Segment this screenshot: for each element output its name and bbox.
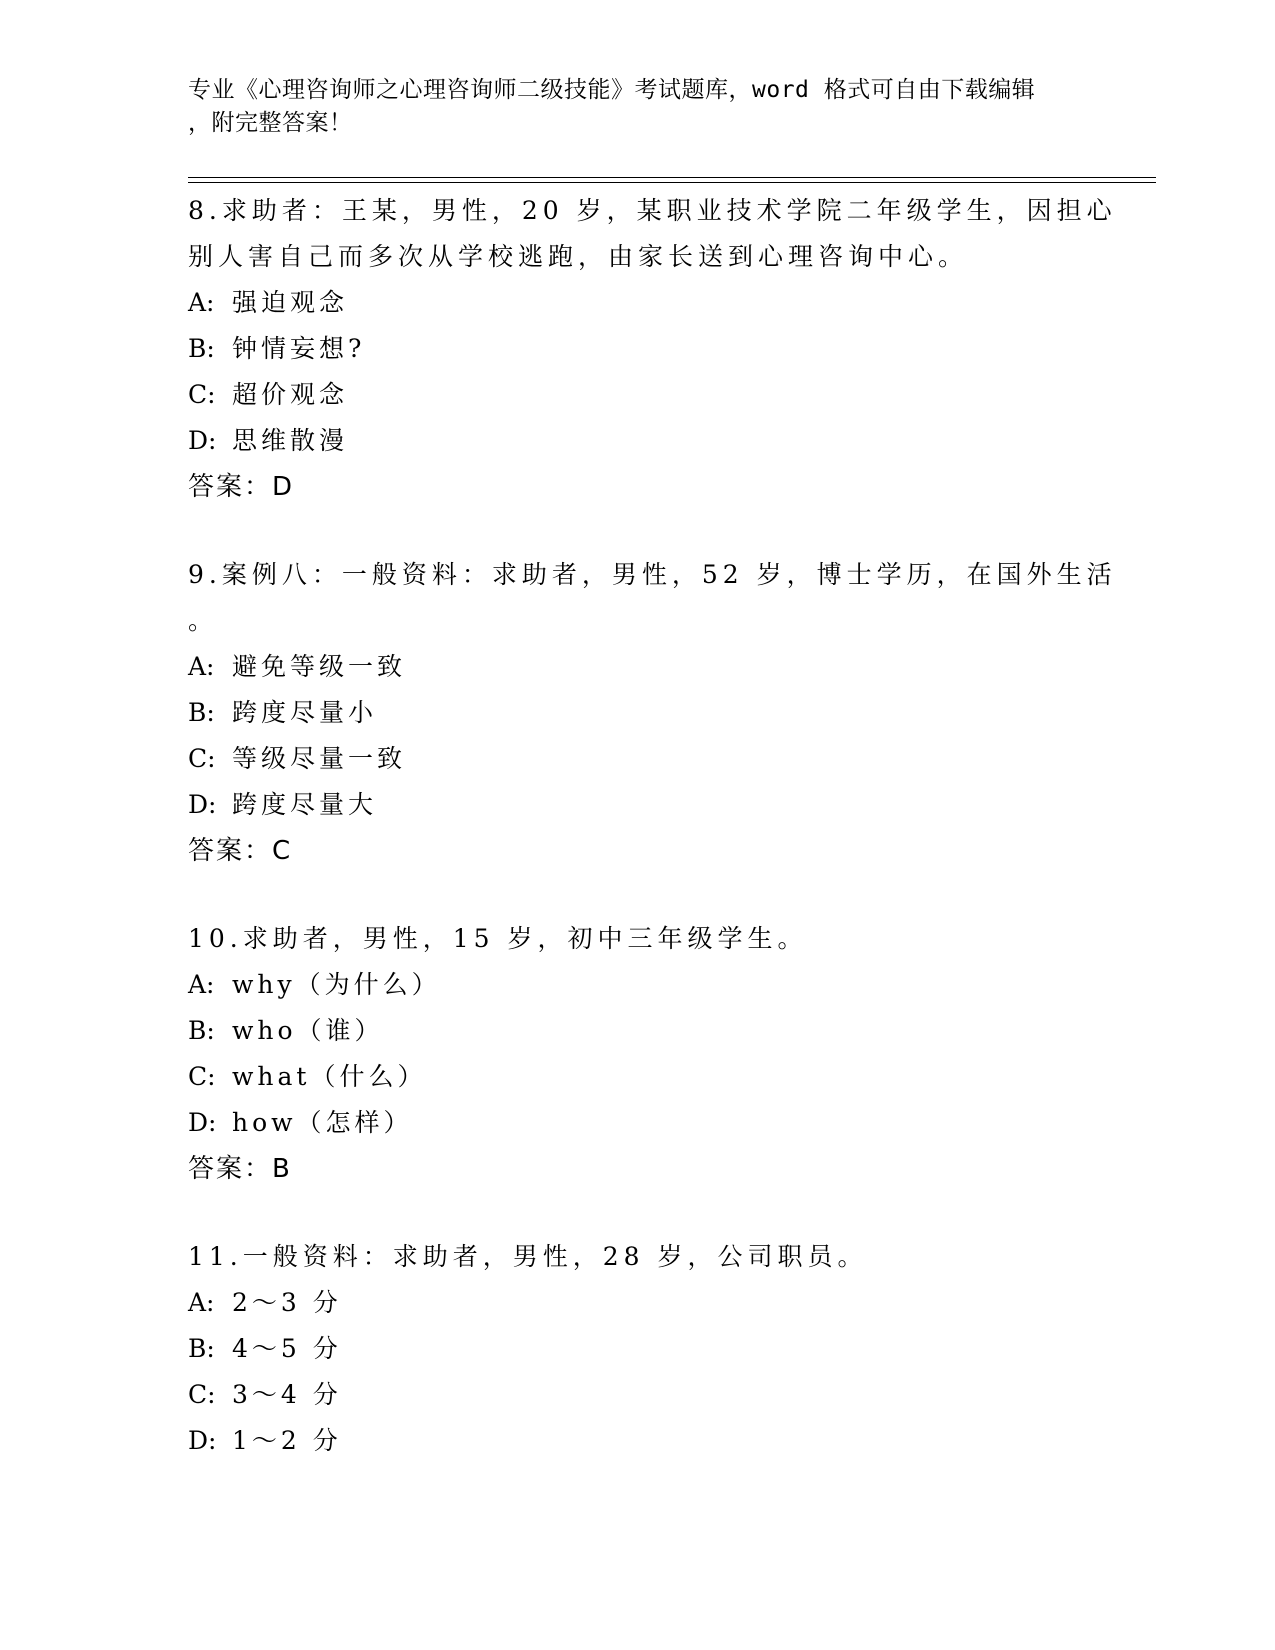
option-c [188, 736, 1088, 782]
question-stem-line: 11.一般资料：求助者，男性，28 岁，公司职员。 [188, 1242, 868, 1271]
question-stem [188, 916, 1088, 962]
option-key: A: [188, 652, 215, 681]
option-key: D: [188, 426, 217, 455]
option-key: D: [188, 1108, 217, 1137]
option-a [188, 644, 1088, 690]
question-stem [188, 552, 1117, 644]
option-key: B: [188, 698, 215, 727]
option-text: what（什么） [232, 1062, 427, 1091]
option-d [188, 782, 1088, 828]
option-a [188, 962, 1088, 1008]
question-stem-line: 别人害自己而多次从学校逃跑，由家长送到心理咨询中心。 [188, 242, 969, 271]
option-d [188, 1100, 1088, 1146]
question-10 [188, 916, 1088, 1192]
document-header [188, 74, 1068, 140]
option-text: 等级尽量一致 [232, 744, 407, 773]
option-d [188, 418, 1088, 464]
option-key: B: [188, 1016, 215, 1045]
question-stem-line: 。 [188, 606, 219, 635]
option-text: 跨度尽量小 [232, 698, 378, 727]
option-key: C: [188, 380, 216, 409]
header-divider-top [188, 177, 1156, 178]
answer-line: 答案：D [188, 472, 295, 502]
question-stem [188, 188, 1117, 280]
option-text: 2～3 分 [232, 1288, 342, 1317]
option-text: 强迫观念 [232, 288, 349, 317]
option-key: D: [188, 1426, 217, 1455]
option-a [188, 1280, 1088, 1326]
option-text: why（为什么） [232, 970, 441, 999]
header-line-2: ，附完整答案！ [188, 110, 353, 136]
option-d [188, 1418, 1088, 1464]
question-11 [188, 1234, 1088, 1464]
option-b [188, 326, 1088, 372]
option-key: A: [188, 1288, 215, 1317]
option-key: C: [188, 744, 216, 773]
option-a [188, 280, 1088, 326]
option-text: 钟情妄想? [232, 334, 366, 363]
option-text: how（怎样） [232, 1108, 413, 1137]
option-b [188, 690, 1088, 736]
question-9 [188, 552, 1117, 874]
option-text: 4～5 分 [232, 1334, 342, 1363]
option-key: C: [188, 1380, 216, 1409]
option-text: 超价观念 [232, 380, 349, 409]
question-stem [188, 1234, 1088, 1280]
option-key: B: [188, 334, 215, 363]
option-text: 跨度尽量大 [232, 790, 378, 819]
question-list [188, 188, 1117, 1506]
answer-line: 答案：B [188, 1154, 292, 1184]
option-text: 思维散漫 [232, 426, 349, 455]
option-text: 避免等级一致 [232, 652, 407, 681]
option-key: C: [188, 1062, 216, 1091]
question-stem-line: 10.求助者，男性，15 岁，初中三年级学生。 [188, 924, 808, 953]
question-8 [188, 188, 1117, 510]
question-stem-line: 8.求助者：王某，男性，20 岁，某职业技术学院二年级学生，因担心 [188, 196, 1117, 225]
option-text: 3～4 分 [232, 1380, 342, 1409]
option-key: A: [188, 288, 215, 317]
option-key: A: [188, 970, 215, 999]
option-key: D: [188, 790, 217, 819]
question-stem-line: 9.案例八：一般资料：求助者，男性，52 岁，博士学历，在国外生活 [188, 560, 1117, 589]
header-divider-bottom [188, 182, 1156, 183]
option-c [188, 372, 1088, 418]
option-b [188, 1326, 1088, 1372]
option-text: who（谁） [232, 1016, 384, 1045]
option-b [188, 1008, 1088, 1054]
option-c [188, 1054, 1088, 1100]
option-key: B: [188, 1334, 215, 1363]
header-line-1: 专业《心理咨询师之心理咨询师二级技能》考试题库，word 格式可自由下载编辑 [188, 77, 1036, 103]
answer-line: 答案：C [188, 836, 293, 866]
option-c [188, 1372, 1088, 1418]
option-text: 1～2 分 [232, 1426, 342, 1455]
